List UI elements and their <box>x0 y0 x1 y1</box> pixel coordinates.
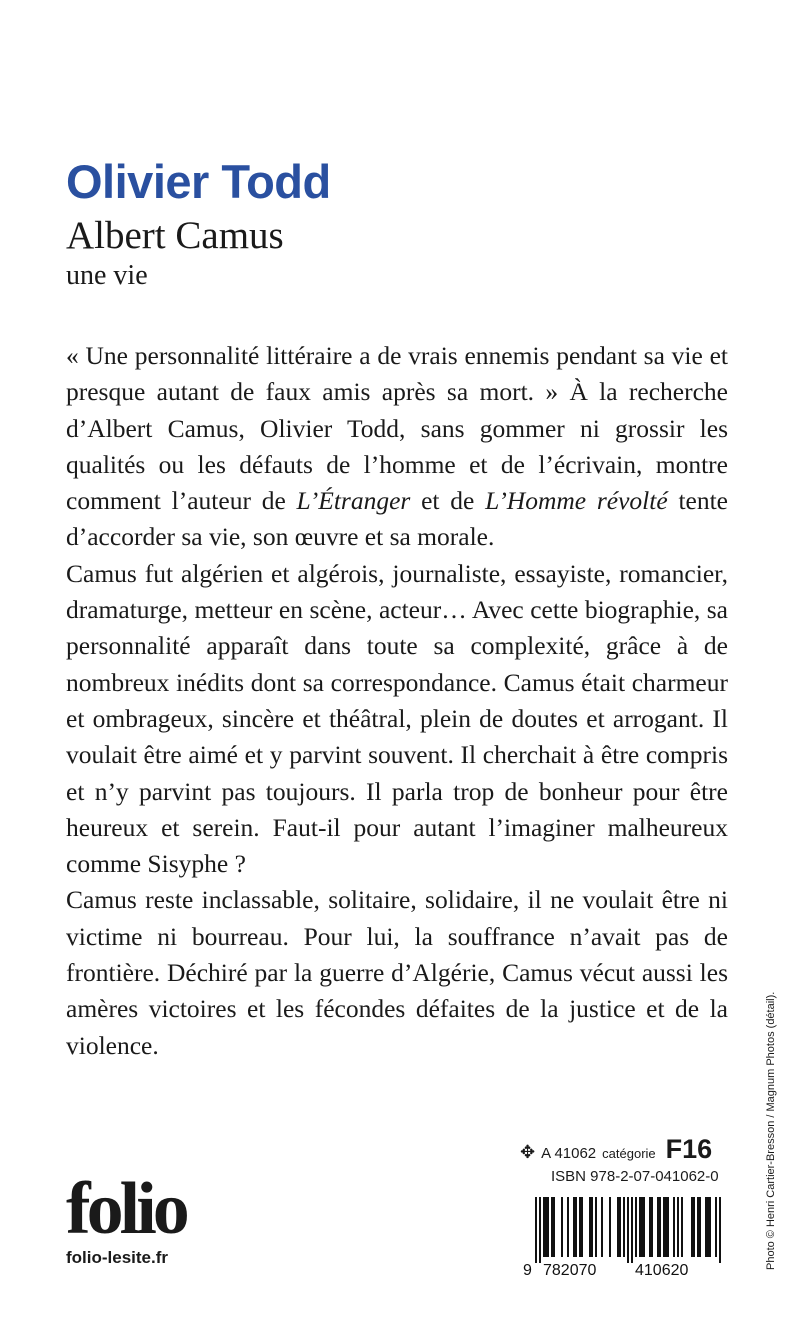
barcode-digit-first: 9 <box>523 1262 532 1277</box>
barcode-bar <box>651 1197 653 1257</box>
back-cover-blurb <box>66 338 728 1064</box>
barcode-bar <box>591 1197 593 1257</box>
barcode-bar <box>561 1197 563 1257</box>
barcode-bars <box>523 1197 721 1277</box>
catalog-code <box>520 1134 720 1162</box>
barcode-bar <box>539 1197 541 1263</box>
barcode-bar <box>581 1197 583 1257</box>
barcode-bar <box>543 1197 545 1257</box>
barcode-bar <box>631 1197 633 1263</box>
barcode-bar <box>667 1197 669 1257</box>
barcode-bar <box>707 1197 709 1257</box>
author-name: Olivier Todd <box>66 155 331 208</box>
barcode-bar <box>693 1197 695 1257</box>
catalog-number: A 41062 <box>541 1145 597 1162</box>
barcode-bar <box>547 1197 549 1257</box>
barcode-bar <box>709 1197 711 1257</box>
barcode-bar <box>697 1197 699 1257</box>
barcode-bar <box>719 1197 721 1263</box>
barcode-bar <box>573 1197 575 1257</box>
barcode-bar <box>567 1197 569 1257</box>
barcode-bar <box>535 1197 537 1263</box>
barcode-bar <box>623 1197 625 1257</box>
barcode-bar <box>677 1197 679 1257</box>
barcode-bar <box>553 1197 555 1257</box>
barcode-bar <box>643 1197 645 1257</box>
barcode-bar <box>649 1197 651 1257</box>
work-title: L’Homme révolté <box>485 486 668 516</box>
barcode-bar <box>619 1197 621 1257</box>
barcode-bar <box>575 1197 577 1257</box>
barcode-bar <box>595 1197 597 1257</box>
barcode-bar <box>659 1197 661 1257</box>
book-subtitle: une vie <box>66 260 148 291</box>
folio-logo: folio <box>66 1168 186 1250</box>
blurb-paragraph-2: Camus fut algérien et algérois, journaliste, essayiste, romancier, dramaturge, metteur en scène, acteur… Avec cette biographie, sa personnalité apparaît dans toute sa complexité, grâce à de nombreux inédits dont sa correspondance. Camus était charmeur et ombrageux, sincère et théâtral, plein de doutes et arrogant. Il voulait être aimé et y parvint souvent. Il cherchait à être compris et n’y parvint pas toujours. Il parla trop de bonheur pour être heureux et serein. Faut-il pour autant l’imaginer malheureux comme Sisyphe ? <box>66 558 728 879</box>
work-title: L’Étranger <box>296 486 411 516</box>
barcode-bar <box>641 1197 643 1257</box>
isbn: ISBN 978-2-07-041062-0 <box>551 1168 719 1185</box>
price-category: F16 <box>665 1134 713 1164</box>
barcode-bar <box>691 1197 693 1257</box>
barcode-bar <box>545 1197 547 1257</box>
barcode-bar <box>663 1197 665 1257</box>
barcode-bar <box>715 1197 717 1257</box>
barcode-bar <box>589 1197 591 1257</box>
barcode-bar <box>601 1197 603 1257</box>
barcode-bar <box>699 1197 701 1257</box>
barcode-bar <box>673 1197 675 1257</box>
category-label: catégorie <box>602 1146 656 1161</box>
blurb-paragraph-3: Camus reste inclassable, solitaire, solidaire, il ne voulait être ni victime ni bourreau. Pour lui, la souffrance n’avait pas de frontière. Déchiré par la guerre d’Algérie, Camus vécut aussi les amères victoires et les fécondes défaites de la justice et de la violence. <box>66 885 728 1060</box>
barcode-bar <box>609 1197 611 1257</box>
barcode-bar <box>639 1197 641 1257</box>
barcode-bar <box>657 1197 659 1257</box>
website-url: folio-lesite.fr <box>66 1248 169 1267</box>
barcode-bar <box>551 1197 553 1257</box>
barcode-bar <box>665 1197 667 1257</box>
barcode-digits-right: 410620 <box>635 1262 689 1277</box>
photo-credit: Photo © Henri Cartier-Bresson / Magnum Photos (détail). <box>765 991 777 1270</box>
barcode <box>523 1197 721 1277</box>
barcode-bar <box>579 1197 581 1257</box>
barcode-bar <box>635 1197 637 1257</box>
barcode-digits-left: 782070 <box>543 1262 597 1277</box>
blurb-paragraph-1: « Une personnalité littéraire a de vrais ennemis pendant sa vie et presque autant de faux amis après sa mort. » À la recherche d’Albert Camus, Olivier Todd, sans gommer ni grossir les qualités ou les défauts de l’homme et de l’écrivain, montre comment l’auteur de L’Étranger et de L’Homme révolté tente d’accorder sa vie, son œuvre et sa morale. <box>66 341 728 552</box>
barcode-bar <box>627 1197 629 1263</box>
barcode-bar <box>617 1197 619 1257</box>
barcode-bar <box>705 1197 707 1257</box>
barcode-bar <box>681 1197 683 1257</box>
folio-emblem-icon: ✥ <box>520 1142 536 1162</box>
book-title: Albert Camus <box>66 214 284 257</box>
